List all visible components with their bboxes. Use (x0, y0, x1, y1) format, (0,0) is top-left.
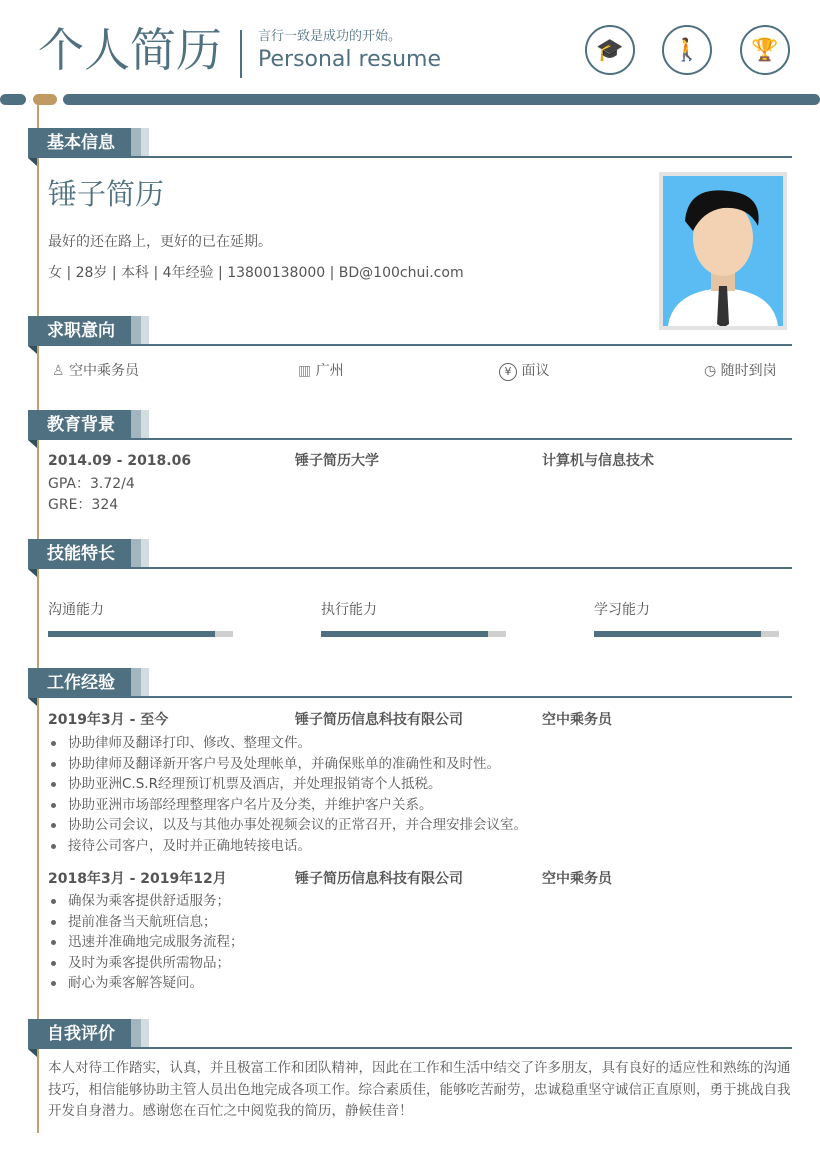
tie-icon: ♙ (52, 363, 65, 379)
duty-item: 协助亚洲市场部经理整理客户名片及分类，并维护客户关系。 (48, 795, 527, 816)
tagline: 最好的还在路上，更好的已在延期。 (48, 234, 272, 250)
duty-item: 协助律师及翻译新开客户号及处理帐单，并确保账单的准确性和及时性。 (48, 754, 527, 775)
intent-availability (704, 362, 777, 380)
subtitle: Personal resume (258, 47, 441, 72)
section-heading: 教育背景 (28, 410, 131, 440)
skill-label: 学习能力 (594, 602, 650, 618)
section-heading: 自我评价 (28, 1019, 131, 1049)
divider (240, 30, 242, 78)
candidate-name: 锤子简历 (48, 177, 165, 211)
duty-item: 接待公司客户，及时并正确地转接电话。 (48, 836, 527, 857)
trophy-icon: 🏆 (740, 25, 790, 75)
duty-item: 协助亚洲C.S.R经理预订机票及酒店，并处理报销寄个人抵税。 (48, 774, 527, 795)
clock-icon: ◷ (704, 363, 717, 379)
job-duties (48, 891, 244, 994)
intent-label: 面议 (521, 363, 550, 379)
edu-major: 计算机与信息技术 (542, 453, 654, 469)
duty-item: 协助公司会议，以及与其他办事处视频会议的正常召开，并合理安排会议室。 (48, 815, 527, 836)
motto: 言行一致是成功的开始。 (258, 29, 402, 44)
intent-label: 随时到岗 (720, 363, 777, 379)
section-heading: 求职意向 (28, 316, 131, 346)
building-icon: ▥ (298, 363, 312, 379)
skill-bar (48, 631, 233, 637)
skill-label: 执行能力 (321, 602, 377, 618)
intent-city (298, 362, 344, 380)
duty-item: 协助律师及翻译打印、修改、整理文件。 (48, 733, 527, 754)
graduation-cap-icon: 🎓 (585, 25, 635, 75)
section-heading: 技能特长 (28, 539, 131, 569)
skill-bar-fill (321, 631, 488, 637)
section-heading: 基本信息 (28, 128, 131, 158)
self-evaluation-text: 本人对待工作踏实，认真，并且极富工作和团队精神，因此在工作和生活中结交了许多朋友，具有良好的适应性和熟练的沟通技巧，相信能够协助主管人员出色地完成各项工作。综合素质佳，能够吃苦耐劳，忠诚稳重坚守诚信正直原则，勇于挑战自我开发自身潜力。感谢您在百忙之中阅览我的简历，静候佳音！ (48, 1060, 791, 1119)
edu-gpa: GPA：3.72/4 (48, 476, 135, 492)
edu-period: 2014.09 - 2018.06 (48, 453, 192, 469)
duty-item: 确保为乘客提供舒适服务； (48, 891, 244, 912)
walking-businessman-icon: 🚶 (662, 25, 712, 75)
profile-photo (659, 172, 787, 330)
job-period: 2019年3月 - 至今 (48, 712, 169, 728)
skill-bar (321, 631, 506, 637)
intent-label: 空中乘务员 (69, 363, 140, 379)
job-title: 空中乘务员 (542, 871, 612, 887)
page-title: 个人简历 (38, 23, 222, 77)
duty-item: 及时为乘客提供所需物品； (48, 953, 244, 974)
job-duties (48, 733, 527, 856)
header-band-left (0, 94, 26, 105)
personal-details: 女 | 28岁 | 本科 | 4年经验 | 13800138000 | BD@100chui.com (48, 265, 464, 281)
duty-item: 提前准备当天航班信息； (48, 912, 244, 933)
duty-item: 迅速并准确地完成服务流程； (48, 932, 244, 953)
timeline-line (37, 105, 39, 1133)
job-company: 锤子简历信息科技有限公司 (295, 871, 463, 887)
intent-position (52, 362, 139, 380)
section-heading: 工作经验 (28, 668, 131, 698)
intent-salary (499, 362, 549, 381)
timeline-dot (33, 94, 57, 105)
yen-icon: ¥ (499, 363, 517, 381)
job-period: 2018年3月 - 2019年12月 (48, 871, 227, 887)
skill-bar-fill (594, 631, 761, 637)
header-band (63, 94, 820, 105)
edu-school: 锤子简历大学 (295, 453, 379, 469)
edu-gre: GRE：324 (48, 497, 119, 513)
skill-label: 沟通能力 (48, 602, 104, 618)
duty-item: 耐心为乘客解答疑问。 (48, 973, 244, 994)
intent-label: 广州 (315, 363, 344, 379)
skill-bar-fill (48, 631, 215, 637)
skill-bar (594, 631, 779, 637)
job-title: 空中乘务员 (542, 712, 612, 728)
job-company: 锤子简历信息科技有限公司 (295, 712, 463, 728)
